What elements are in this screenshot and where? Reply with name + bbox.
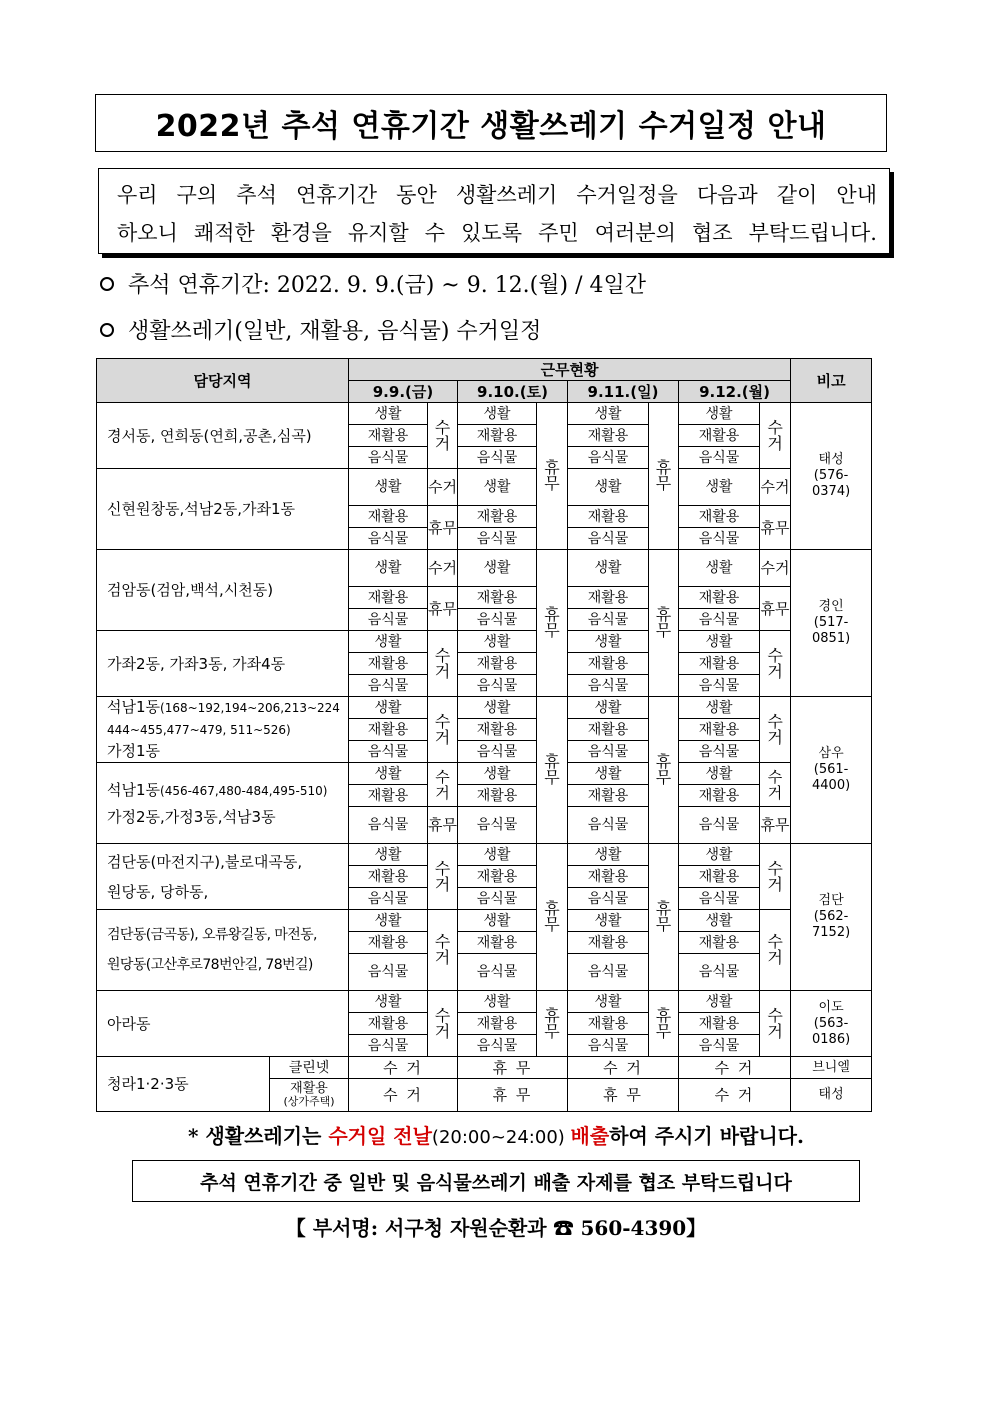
status-collect: 수 거 — [428, 844, 458, 910]
status-collect: 수 거 — [760, 631, 791, 697]
type-recycle: 재활용 — [679, 866, 760, 888]
type-life: 생활 — [349, 697, 428, 719]
status-collect: 수 거 — [428, 991, 458, 1057]
type-food: 음식물 — [349, 528, 428, 550]
status-rest: 휴 무 — [537, 550, 568, 697]
cleannet-label: 클린넷 — [270, 1057, 349, 1079]
type-life: 생활 — [679, 631, 760, 653]
type-recycle: 재활용 — [568, 866, 649, 888]
type-life: 생활 — [679, 550, 760, 587]
type-recycle: 재활용 — [679, 653, 760, 675]
type-food: 음식물 — [458, 528, 537, 550]
header-note: 비고 — [791, 359, 872, 403]
area-cell: 검단동(금곡동), 오류왕길동, 마전동, 원당동(고산후로78번안길, 78번길) — [97, 910, 349, 991]
date-header: 9.12.(월) — [679, 381, 791, 403]
type-recycle: 재활용 — [458, 425, 537, 447]
type-life: 생활 — [458, 910, 537, 932]
disposal-notice — [0, 1120, 992, 1149]
circle-bullet-icon — [100, 323, 114, 337]
type-recycle: 재활용 — [679, 1013, 760, 1035]
status-collect: 수 거 — [349, 1079, 458, 1112]
type-food: 음식물 — [568, 528, 649, 550]
type-life: 생활 — [679, 844, 760, 866]
notice-part: * 생활쓰레기는 — [188, 1124, 329, 1148]
status-collect: 수거 — [428, 550, 458, 587]
status-rest: 휴무 — [760, 807, 791, 844]
note-contractor: 태성 (576- 0374) — [791, 403, 872, 550]
status-rest: 휴 무 — [649, 550, 679, 697]
type-food: 음식물 — [568, 675, 649, 697]
type-food: 음식물 — [458, 609, 537, 631]
type-recycle: 재활용 — [458, 506, 537, 528]
area-cell: 석남1동(456-467,480-484,495-510) 가정2동,가정3동,석남3동 — [97, 763, 349, 844]
type-recycle: 재활용 — [458, 785, 537, 807]
status-collect: 수 거 — [760, 697, 791, 763]
schedule-text: 생활쓰레기(일반, 재활용, 음식물) 수거일정 — [128, 319, 542, 344]
status-rest: 휴무 — [428, 587, 458, 631]
type-life: 생활 — [568, 991, 649, 1013]
type-recycle: 재활용 — [349, 425, 428, 447]
type-life: 생활 — [679, 469, 760, 506]
date-header: 9.9.(금) — [349, 381, 458, 403]
status-collect: 수 거 — [760, 403, 791, 469]
area-cell: 청라1·2·3동 — [97, 1057, 270, 1112]
note-contractor: 브니엘 — [791, 1057, 872, 1079]
type-life: 생활 — [679, 697, 760, 719]
type-recycle: 재활용 — [679, 785, 760, 807]
type-life: 생활 — [568, 763, 649, 785]
type-life: 생활 — [568, 403, 649, 425]
type-food: 음식물 — [458, 888, 537, 910]
status-collect: 수 거 — [760, 910, 791, 991]
type-life: 생활 — [458, 763, 537, 785]
status-collect: 수거 — [760, 550, 791, 587]
type-recycle: 재활용 — [349, 506, 428, 528]
circle-bullet-icon — [100, 277, 114, 291]
status-rest: 휴 무 — [649, 697, 679, 844]
type-recycle: 재활용 — [458, 587, 537, 609]
type-food: 음식물 — [679, 741, 760, 763]
status-collect: 수거 — [760, 469, 791, 506]
type-recycle: 재활용 — [568, 653, 649, 675]
type-food: 음식물 — [349, 609, 428, 631]
type-food: 음식물 — [679, 528, 760, 550]
note-contractor: 경인 (517- 0851) — [791, 550, 872, 697]
type-recycle: 재활용 — [568, 506, 649, 528]
notice-highlight: 수거일 전날 — [328, 1124, 432, 1148]
type-recycle: 재활용 — [568, 587, 649, 609]
recycle-commercial-label: 재활용 (상가주택) — [270, 1079, 349, 1112]
area-cell: 석남1동(168~192,194~206,213~224 444~455,477~479, 511~526) 가정1동 — [97, 697, 349, 763]
type-recycle: 재활용 — [458, 932, 537, 954]
type-food: 음식물 — [349, 954, 428, 991]
type-life: 생활 — [458, 991, 537, 1013]
period-text: 추석 연휴기간: 2022. 9. 9.(금) ~ 9. 12.(월) / 4일간 — [128, 273, 646, 298]
type-life: 생활 — [568, 844, 649, 866]
type-life: 생활 — [568, 550, 649, 587]
type-food: 음식물 — [679, 675, 760, 697]
type-food: 음식물 — [679, 1035, 760, 1057]
type-food: 음식물 — [679, 447, 760, 469]
status-rest: 휴무 — [760, 587, 791, 631]
type-recycle: 재활용 — [349, 719, 428, 741]
status-collect: 수 거 — [428, 697, 458, 763]
type-life: 생활 — [679, 763, 760, 785]
status-collect: 수 거 — [428, 631, 458, 697]
type-recycle: 재활용 — [458, 866, 537, 888]
type-life: 생활 — [349, 631, 428, 653]
note-contractor: 삼우 (561- 4400) — [791, 697, 872, 844]
type-food: 음식물 — [568, 888, 649, 910]
status-rest: 휴무 — [428, 506, 458, 550]
status-rest: 휴 무 — [649, 991, 679, 1057]
type-recycle: 재활용 — [568, 932, 649, 954]
type-food: 음식물 — [568, 954, 649, 991]
request-box — [132, 1160, 860, 1202]
status-collect: 수 거 — [760, 991, 791, 1057]
status-collect: 수 거 — [679, 1079, 791, 1112]
type-life: 생활 — [568, 910, 649, 932]
type-life: 생활 — [349, 469, 428, 506]
type-recycle: 재활용 — [568, 425, 649, 447]
type-life: 생활 — [349, 991, 428, 1013]
status-rest: 휴 무 — [537, 697, 568, 844]
type-recycle: 재활용 — [679, 932, 760, 954]
type-food: 음식물 — [568, 741, 649, 763]
type-food: 음식물 — [568, 1035, 649, 1057]
type-recycle: 재활용 — [349, 653, 428, 675]
area-cell: 아라동 — [97, 991, 349, 1057]
note-contractor: 태성 — [791, 1079, 872, 1112]
type-life: 생활 — [458, 469, 537, 506]
area-cell: 검암동(검암,백석,시천동) — [97, 550, 349, 631]
type-recycle: 재활용 — [568, 1013, 649, 1035]
type-life: 생활 — [679, 910, 760, 932]
type-recycle: 재활용 — [679, 425, 760, 447]
type-recycle: 재활용 — [568, 719, 649, 741]
type-life: 생활 — [349, 763, 428, 785]
notice-part: 하여 주시기 바랍니다. — [609, 1124, 804, 1148]
type-food: 음식물 — [568, 807, 649, 844]
intro-box — [98, 168, 890, 254]
status-collect: 수 거 — [428, 763, 458, 807]
schedule-bullet — [100, 314, 541, 345]
type-recycle: 재활용 — [349, 932, 428, 954]
header-work: 근무현황 — [349, 359, 791, 381]
area-cell: 신현원창동,석남2동,가좌1동 — [97, 469, 349, 550]
type-life: 생활 — [568, 469, 649, 506]
type-food: 음식물 — [679, 807, 760, 844]
type-life: 생활 — [568, 697, 649, 719]
type-food: 음식물 — [679, 888, 760, 910]
status-rest: 휴 무 — [649, 403, 679, 550]
note-contractor: 이도 (563- 0186) — [791, 991, 872, 1057]
type-food: 음식물 — [679, 954, 760, 991]
type-recycle: 재활용 — [349, 1013, 428, 1035]
status-collect: 수 거 — [679, 1057, 791, 1079]
status-collect: 수거 — [428, 469, 458, 506]
type-life: 생활 — [679, 991, 760, 1013]
type-life: 생활 — [568, 631, 649, 653]
type-food: 음식물 — [458, 807, 537, 844]
intro-line-2: 하오니 쾌적한 환경을 유지할 수 있도록 주민 여러분의 협조 부탁드립니다. — [117, 221, 877, 245]
type-life: 생활 — [349, 844, 428, 866]
type-food: 음식물 — [458, 675, 537, 697]
type-life: 생활 — [458, 550, 537, 587]
type-food: 음식물 — [349, 1035, 428, 1057]
type-life: 생활 — [349, 910, 428, 932]
intro-line-1: 우리 구의 추석 연휴기간 동안 생활쓰레기 수거일정을 다음과 같이 안내 — [117, 183, 877, 207]
type-recycle: 재활용 — [349, 866, 428, 888]
schedule-table — [96, 358, 872, 1112]
notice-highlight: 배출 — [570, 1124, 610, 1148]
type-recycle: 재활용 — [458, 1013, 537, 1035]
header-area: 담당지역 — [97, 359, 349, 403]
period-bullet — [100, 268, 646, 299]
status-rest: 휴 무 — [649, 844, 679, 991]
type-recycle: 재활용 — [679, 587, 760, 609]
note-contractor: 검단 (562- 7152) — [791, 844, 872, 991]
type-life: 생활 — [349, 403, 428, 425]
type-food: 음식물 — [568, 609, 649, 631]
type-recycle: 재활용 — [458, 719, 537, 741]
status-rest: 휴 무 — [537, 403, 568, 550]
date-header: 9.11.(일) — [568, 381, 679, 403]
department-info: 【 부서명: 서구청 자원순환과 ☎ 560-4390】 — [285, 1216, 707, 1240]
type-recycle: 재활용 — [679, 719, 760, 741]
type-food: 음식물 — [349, 675, 428, 697]
type-recycle: 재활용 — [349, 587, 428, 609]
status-rest: 휴 무 — [458, 1079, 568, 1112]
status-collect: 수 거 — [760, 763, 791, 807]
status-rest: 휴 무 — [537, 844, 568, 991]
type-life: 생활 — [458, 631, 537, 653]
status-collect: 수 거 — [760, 844, 791, 910]
title-box — [95, 94, 887, 152]
type-food: 음식물 — [458, 954, 537, 991]
type-recycle: 재활용 — [458, 653, 537, 675]
request-text: 추석 연휴기간 중 일반 및 음식물쓰레기 배출 자제를 협조 부탁드립니다 — [200, 1171, 792, 1194]
status-rest: 휴무 — [760, 506, 791, 550]
area-cell: 가좌2동, 가좌3동, 가좌4동 — [97, 631, 349, 697]
type-life: 생활 — [458, 697, 537, 719]
type-recycle: 재활용 — [568, 785, 649, 807]
notice-time: (20:00~24:00) — [431, 1127, 571, 1148]
status-rest: 휴무 — [428, 807, 458, 844]
status-collect: 수 거 — [428, 910, 458, 991]
type-life: 생활 — [458, 844, 537, 866]
type-life: 생활 — [458, 403, 537, 425]
type-life: 생활 — [349, 550, 428, 587]
type-life: 생활 — [679, 403, 760, 425]
status-collect: 수 거 — [428, 403, 458, 469]
status-collect: 수 거 — [568, 1057, 679, 1079]
type-food: 음식물 — [458, 741, 537, 763]
type-food: 음식물 — [349, 888, 428, 910]
type-food: 음식물 — [458, 1035, 537, 1057]
page-title: 2022년 추석 연휴기간 생활쓰레기 수거일정 안내 — [155, 109, 827, 144]
type-food: 음식물 — [349, 447, 428, 469]
status-rest: 휴 무 — [458, 1057, 568, 1079]
date-header: 9.10.(토) — [458, 381, 568, 403]
status-rest: 휴 무 — [537, 991, 568, 1057]
type-recycle: 재활용 — [349, 785, 428, 807]
area-cell: 경서동, 연희동(연희,공촌,심곡) — [97, 403, 349, 469]
area-cell: 검단동(마전지구),불로대곡동, 원당동, 당하동, — [97, 844, 349, 910]
type-food: 음식물 — [568, 447, 649, 469]
type-food: 음식물 — [679, 609, 760, 631]
status-collect: 수 거 — [349, 1057, 458, 1079]
type-food: 음식물 — [349, 807, 428, 844]
type-food: 음식물 — [458, 447, 537, 469]
type-recycle: 재활용 — [679, 506, 760, 528]
type-food: 음식물 — [349, 741, 428, 763]
status-rest: 휴 무 — [568, 1079, 679, 1112]
